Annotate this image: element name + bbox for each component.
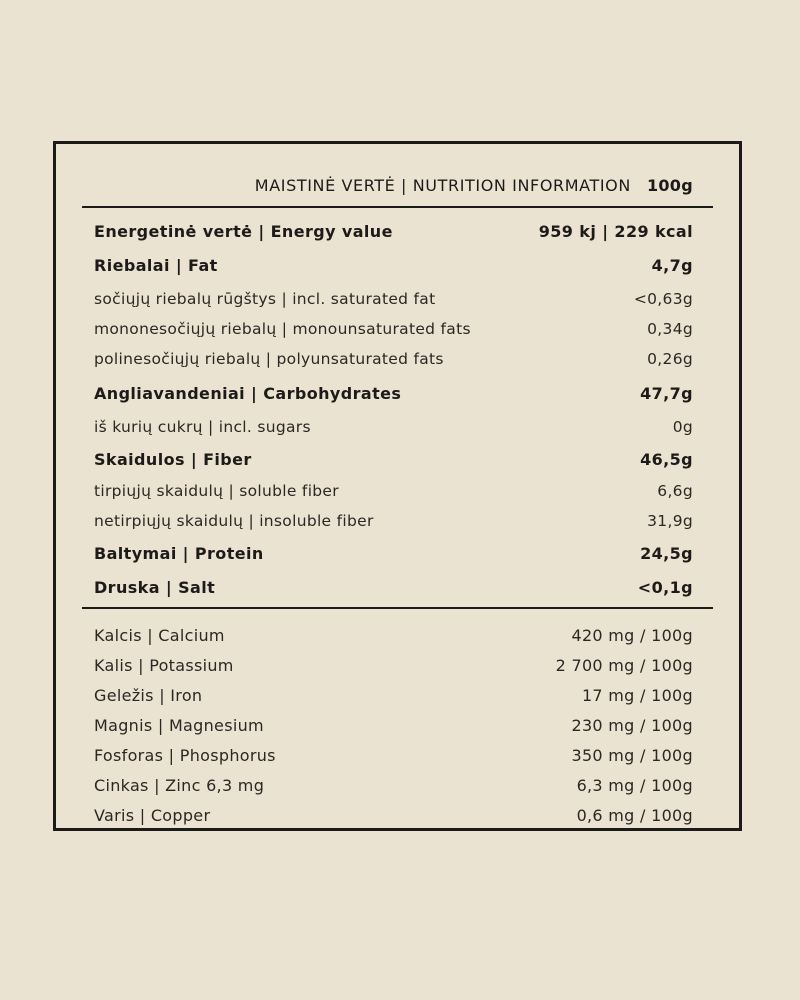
nutrient-label: sočiųjų riebalų rūgštys | incl. saturated fat	[94, 290, 436, 308]
nutrient-label: iš kurių cukrų | incl. sugars	[94, 418, 311, 436]
nutrient-value: 4,7g	[651, 255, 693, 275]
mineral-row-iron	[94, 680, 693, 710]
mineral-row-magnesium	[94, 710, 693, 740]
nutrient-value: 24,5g	[640, 543, 693, 563]
mineral-label: Geležis | Iron	[94, 685, 203, 705]
mineral-row-potassium	[94, 650, 693, 680]
nutrient-value: 959 kj | 229 kcal	[538, 221, 693, 241]
mineral-value: 17 mg / 100g	[581, 685, 693, 705]
mineral-value: 420 mg / 100g	[571, 625, 693, 645]
nutrient-value: <0,63g	[633, 290, 693, 308]
mineral-value: 230 mg / 100g	[571, 715, 693, 735]
nutrient-label: Angliavandeniai | Carbohydrates	[94, 383, 402, 403]
mineral-row-copper	[94, 800, 693, 830]
mineral-value: 0,6 mg / 100g	[576, 805, 693, 825]
nutrient-label: polinesočiųjų riebalų | polyunsaturated fats	[94, 350, 444, 368]
nutrient-value: 0,26g	[647, 350, 693, 368]
mineral-label: Varis | Copper	[94, 805, 211, 825]
nutrient-label: Baltymai | Protein	[94, 543, 264, 563]
nutrient-label: Druska | Salt	[94, 577, 216, 597]
nutrient-label: netirpiųjų skaidulų | insoluble fiber	[94, 512, 374, 530]
mineral-list	[94, 144, 693, 828]
mineral-value: 350 mg / 100g	[571, 745, 693, 765]
nutrient-label: Energetinė vertė | Energy value	[94, 221, 393, 241]
mineral-value: 2 700 mg / 100g	[555, 655, 693, 675]
nutrient-value: 47,7g	[640, 383, 693, 403]
nutrient-label: tirpiųjų skaidulų | soluble fiber	[94, 482, 339, 500]
nutrient-label: Skaidulos | Fiber	[94, 449, 252, 469]
mineral-label: Cinkas | Zinc 6,3 mg	[94, 775, 265, 795]
mineral-row-phosphorus	[94, 740, 693, 770]
mineral-label: Fosforas | Phosphorus	[94, 745, 276, 765]
nutrient-value: <0,1g	[637, 577, 693, 597]
mineral-label: Magnis | Magnesium	[94, 715, 264, 735]
header-title: MAISTINĖ VERTĖ | NUTRITION INFORMATION	[254, 175, 631, 195]
nutrient-value: 0g	[672, 418, 693, 436]
nutrient-label: Riebalai | Fat	[94, 255, 218, 275]
nutrient-value: 46,5g	[640, 449, 693, 469]
mineral-row-calcium	[94, 620, 693, 650]
mineral-label: Kalis | Potassium	[94, 655, 234, 675]
nutrient-label: mononesočiųjų riebalų | monounsaturated fats	[94, 320, 471, 338]
nutrient-value: 6,6g	[657, 482, 693, 500]
nutrient-value: 31,9g	[647, 512, 693, 530]
mineral-value: 6,3 mg / 100g	[576, 775, 693, 795]
nutrient-value: 0,34g	[647, 320, 693, 338]
header-per-amount: 100g	[646, 175, 693, 195]
mineral-row-zinc	[94, 770, 693, 800]
nutrition-table	[53, 141, 742, 831]
mineral-label: Kalcis | Calcium	[94, 625, 225, 645]
